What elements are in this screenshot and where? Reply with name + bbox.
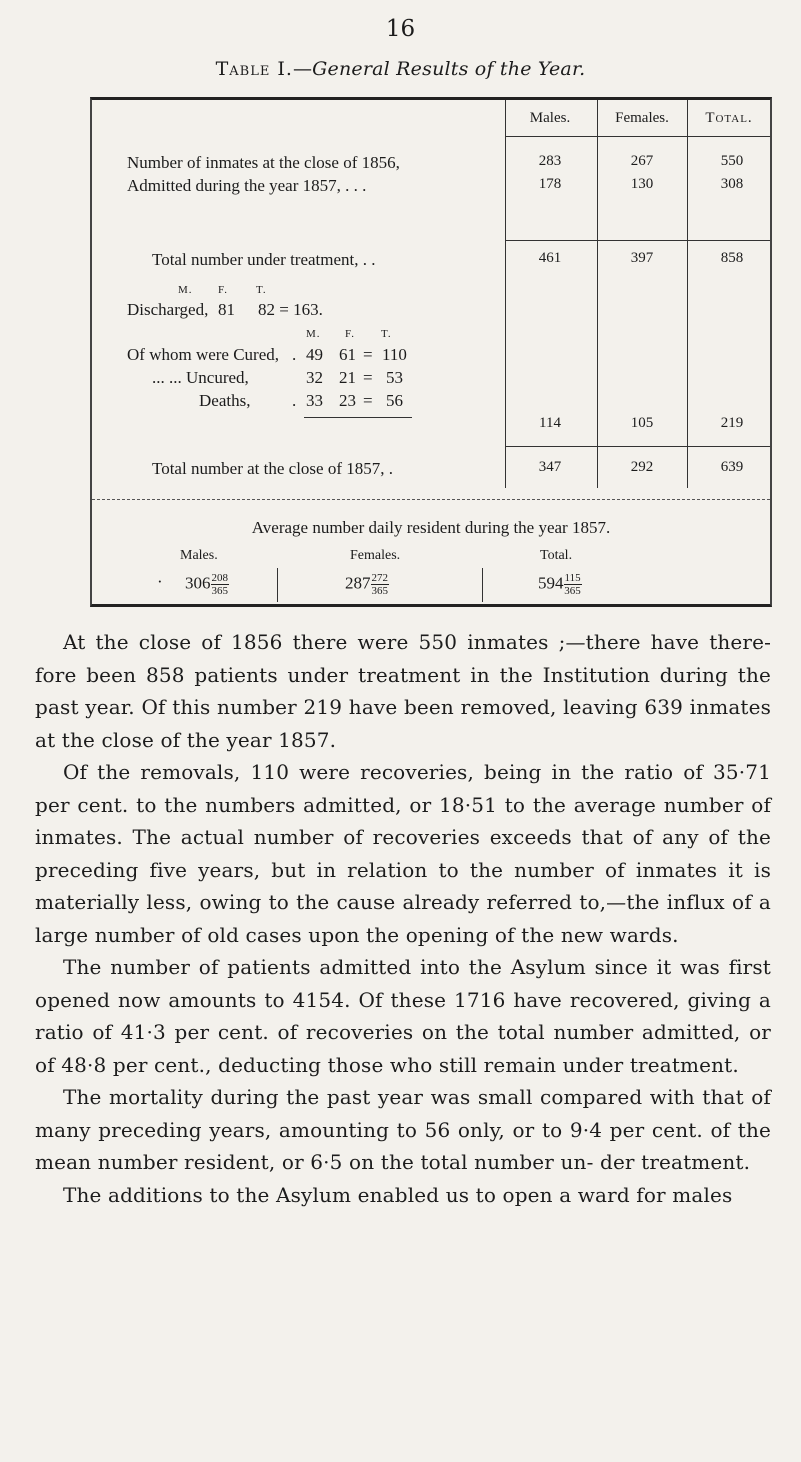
- uncured-m: 32: [306, 368, 323, 387]
- uncured-f: 21: [339, 368, 356, 387]
- body-text: [35, 626, 771, 1211]
- mft-m: M.: [306, 328, 321, 340]
- paragraph: At the close of 1856 there were 550 inmates ;—there have there- fore been 858 patients under treatment in the Institution during the past year. Of this number 219 have been removed, leaving 639 inmates at the close of the year 1857.: [35, 630, 771, 752]
- avg-rule-1: [277, 568, 278, 602]
- header-males: Males.: [529, 110, 571, 126]
- row-label-total-under-treatment: Total number under treatment, . .: [152, 250, 376, 269]
- cured-m: 49: [306, 345, 323, 364]
- table-caption: General Results of the Year.: [312, 58, 586, 80]
- paragraph: The number of patients admitted into the Asylum since it was first opened now amounts to 4154. Of these 1716 have recovered, giving a ratio of 41·3 per cent. of recoveries on the total number admitted, or of 48·8 per cent., deducting those who still remain under treatment.: [35, 955, 771, 1077]
- cell: 347: [538, 459, 562, 475]
- deaths-m: 33: [306, 391, 323, 410]
- paragraph: The additions to the Asylum enabled us to open a ward for males: [63, 1182, 733, 1207]
- uncured-label: ... ... Uncured,: [152, 368, 249, 387]
- avg-males-num: 208: [211, 572, 228, 584]
- title-dash: —: [292, 58, 313, 80]
- uncured-eq: =: [363, 368, 373, 387]
- row-label-admitted: Admitted during the year 1857, . . .: [127, 176, 367, 195]
- cured-eq: =: [363, 345, 373, 364]
- avg-females-den: 365: [371, 585, 388, 597]
- avg-header-total: Total.: [540, 548, 573, 563]
- deaths-t: 56: [386, 391, 403, 410]
- cured-f: 61: [339, 345, 356, 364]
- mft-f: F.: [345, 328, 355, 340]
- header-total: Total.: [705, 110, 753, 126]
- discharged-f-total: 82 = 163.: [258, 300, 323, 319]
- cell: 292: [630, 459, 654, 475]
- cured-label: Of whom were Cured,: [127, 345, 280, 364]
- cell: 308: [720, 176, 744, 192]
- cell: 178: [538, 176, 562, 192]
- mft-f: F.: [218, 284, 228, 296]
- mft-m: M.: [178, 284, 193, 296]
- avg-header-males: Males.: [180, 548, 218, 563]
- avg-total-num: 115: [564, 572, 581, 584]
- uncured-t: 53: [386, 368, 403, 387]
- sum-rule-1: [505, 240, 770, 241]
- discharged-label: Discharged,: [127, 300, 209, 319]
- avg-bullet: ·: [157, 572, 163, 591]
- avg-males: [185, 572, 229, 597]
- deaths-label: Deaths,: [199, 391, 251, 410]
- avg-females-num: 272: [371, 572, 388, 584]
- cell: 639: [720, 459, 744, 475]
- deaths-total-rule: [304, 417, 412, 418]
- deaths-f: 23: [339, 391, 356, 410]
- removed-total-females: 105: [630, 415, 654, 431]
- mft-t: T.: [381, 328, 392, 340]
- avg-females: [345, 572, 389, 597]
- avg-rule-2: [482, 568, 483, 602]
- table-title: [0, 58, 801, 80]
- row-label-close-1857: Total number at the close of 1857, .: [152, 459, 393, 478]
- avg-females-whole: 287: [345, 573, 371, 593]
- table-label: Table I.: [215, 58, 293, 80]
- cell: 130: [630, 176, 654, 192]
- header-rule: [505, 136, 770, 137]
- mft-t: T.: [256, 284, 267, 296]
- paragraph: Of the removals, 110 were recoveries, being in the ratio of 35·71 per cent. to the numbers admitted, or 18·51 to the average number of inmates. The actual number of recoveries exceeds that of any of the preceding five years, but in relation to the number of inmates it is materially less, owing to the cause already referred to,—the influx of a large number of old cases upon the opening of the new wards.: [35, 760, 771, 947]
- avg-total-whole: 594: [538, 573, 564, 593]
- cured-dots: .: [292, 345, 297, 364]
- deaths-dots: .: [292, 391, 297, 410]
- cured-t: 110: [382, 345, 407, 364]
- cell: 283: [538, 153, 562, 169]
- avg-total-den: 365: [564, 585, 581, 597]
- row-label-inmates-1856: Number of inmates at the close of 1856,: [127, 153, 400, 172]
- page-number: 16: [385, 16, 416, 42]
- cell: 397: [630, 250, 654, 266]
- avg-total: [538, 572, 582, 597]
- avg-males-den: 365: [211, 585, 228, 597]
- paragraph: The mortality during the past year was small compared with that of many preceding years, amounting to 56 only, or to 9·4 per cent. of the mean number resident, or 6·5 on the total number un- der treatment.: [35, 1085, 771, 1174]
- average-caption: Average number daily resident during the year 1857.: [251, 518, 611, 537]
- cell: 267: [630, 153, 654, 169]
- cell: 858: [720, 250, 744, 266]
- removed-total-total: 219: [720, 415, 744, 431]
- general-results-table: [90, 97, 772, 607]
- removed-total-males: 114: [539, 415, 561, 431]
- header-females: Females.: [615, 110, 669, 126]
- avg-males-whole: 306: [185, 573, 211, 593]
- section-divider: [92, 499, 770, 500]
- deaths-eq: =: [363, 391, 373, 410]
- sum-rule-2: [505, 446, 770, 447]
- discharged-m: 81: [218, 300, 235, 319]
- avg-header-females: Females.: [350, 548, 401, 563]
- cell: 461: [538, 250, 562, 266]
- cell: 550: [720, 153, 744, 169]
